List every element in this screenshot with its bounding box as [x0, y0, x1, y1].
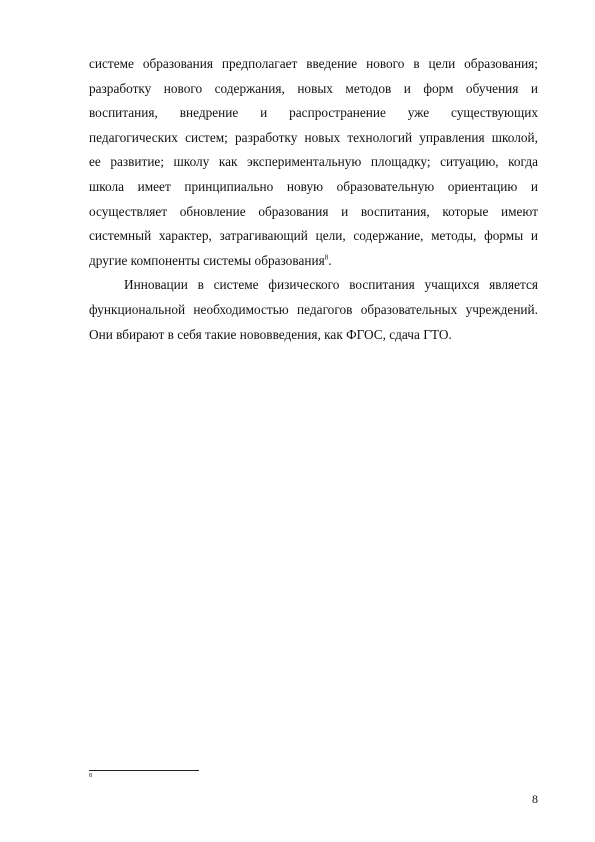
text-line: разработку нового содержания, новых методов и форм обучения и	[89, 80, 538, 96]
text-line-content: другие компоненты системы образования	[89, 252, 325, 268]
footnote-reference[interactable]: 8	[324, 253, 329, 262]
end-punctuation: .	[328, 252, 332, 268]
text-line-last	[89, 249, 538, 274]
body-text	[89, 52, 538, 347]
text-line: воспитания, внедрение и распространение уже существующих	[89, 105, 538, 121]
text-line: Инновации в системе физического воспитания учащихся является	[124, 277, 538, 293]
text-line-last: Они вбирают в себя такие нововведения, как ФГОС, сдача ГТО.	[89, 326, 452, 342]
text-line: функциональной необходимостью педагогов образовательных учреждений.	[89, 301, 538, 317]
text-line: ее развитие; школу как экспериментальную площадку; ситуацию, когда	[89, 154, 538, 170]
paragraph-innovations	[89, 273, 538, 347]
text-line: осуществляет обновление образования и воспитания, которые имеют	[89, 203, 538, 219]
footnote-mark: 8	[89, 773, 92, 779]
paragraph-continuation	[89, 52, 538, 273]
text-line: системный характер, затрагивающий цели, содержание, методы, формы и	[89, 228, 538, 244]
text-line: педагогических систем; разработку новых технологий управления школой,	[89, 129, 538, 145]
footnote-separator	[89, 770, 199, 771]
text-line: системе образования предполагает введение нового в цели образования;	[89, 56, 538, 71]
page-number: 8	[532, 792, 538, 806]
text-line: школа имеет принципиально новую образовательную ориентацию и	[89, 178, 538, 194]
